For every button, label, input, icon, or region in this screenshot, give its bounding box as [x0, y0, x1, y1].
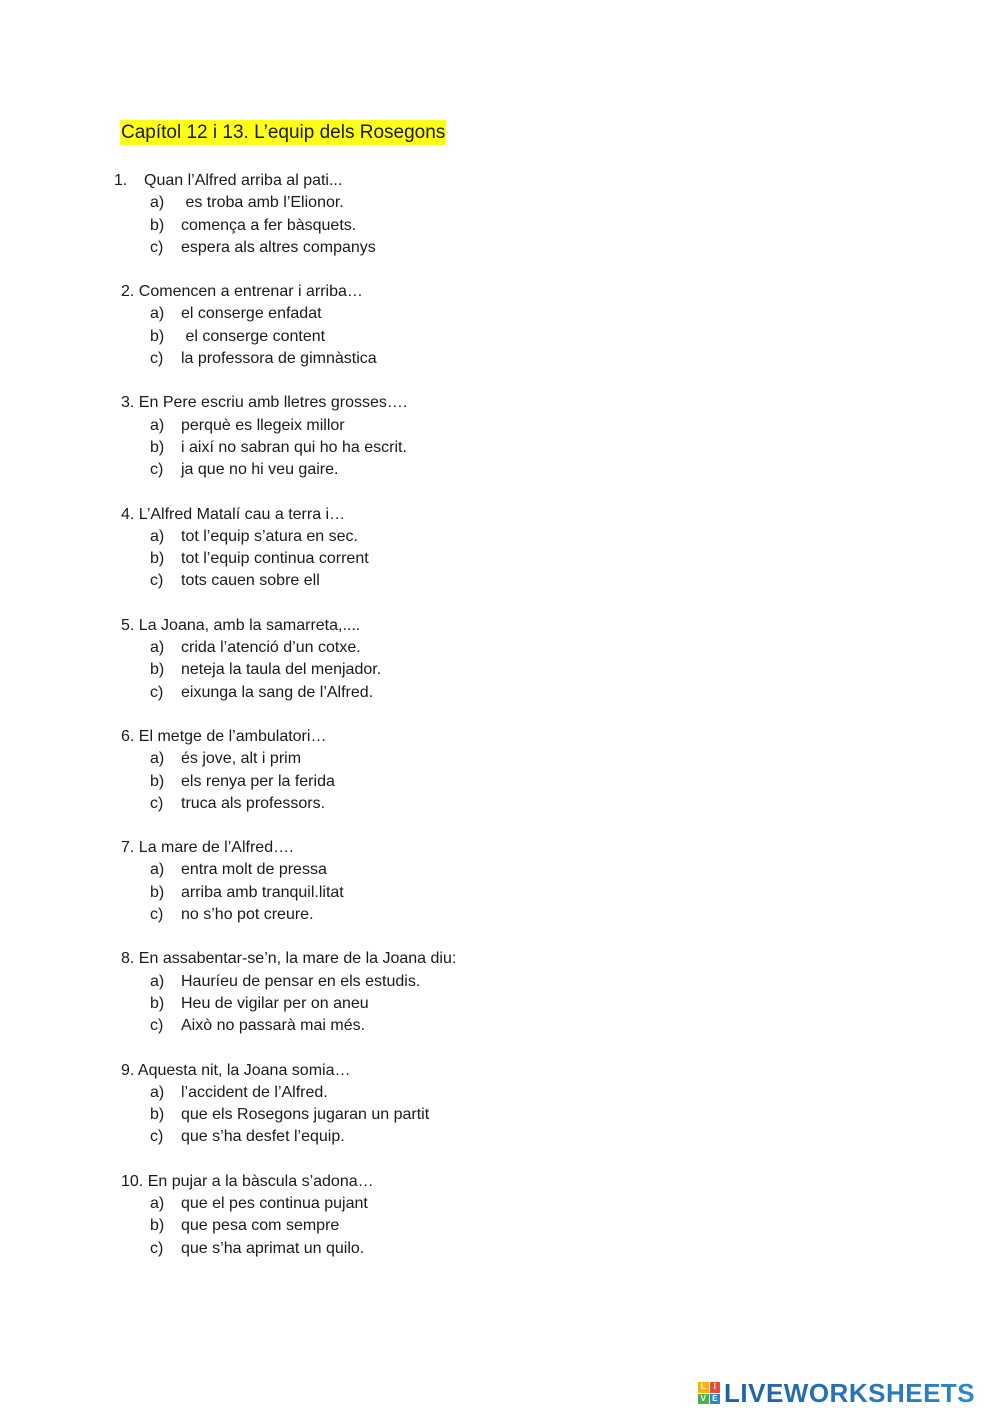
- question-text: [114, 170, 342, 192]
- logo-icon-letter: E: [710, 1394, 721, 1405]
- option-letter: c): [150, 683, 164, 701]
- answer-option[interactable]: [150, 326, 325, 348]
- option-text: perquè es llegeix millor: [181, 416, 345, 434]
- option-letter: a): [150, 1195, 165, 1213]
- answer-option[interactable]: [150, 237, 376, 259]
- answer-option[interactable]: [150, 882, 344, 904]
- answer-option[interactable]: [150, 748, 301, 770]
- option-letter: b): [150, 661, 165, 679]
- answer-option[interactable]: [150, 1082, 328, 1104]
- answer-option[interactable]: [150, 859, 327, 881]
- question-text: [121, 1060, 350, 1082]
- question-number: 4.: [121, 505, 135, 523]
- option-text: es troba amb l’Elionor.: [181, 194, 344, 212]
- answer-option[interactable]: [150, 215, 356, 237]
- option-letter: b): [150, 327, 165, 345]
- option-text: que s’ha aprimat un quilo.: [181, 1239, 365, 1257]
- option-text: comença a fer bàsquets.: [181, 216, 357, 234]
- answer-option[interactable]: [150, 904, 314, 926]
- option-letter: c): [150, 794, 164, 812]
- logo-text: LIVEWORKSHEETS: [724, 1377, 976, 1408]
- question-text: [121, 392, 407, 414]
- option-letter: b): [150, 550, 165, 568]
- question-number: 6.: [121, 728, 135, 745]
- option-text: el conserge enfadat: [181, 305, 322, 323]
- answer-option[interactable]: [150, 659, 381, 681]
- question-label: En assabentar-se’n, la mare de la Joana diu:: [138, 950, 457, 968]
- answer-option[interactable]: [150, 303, 322, 325]
- logo-icon-letter: L: [698, 1382, 709, 1393]
- question-text: [121, 948, 456, 970]
- question-label: Quan l’Alfred arriba al pati...: [144, 172, 343, 189]
- option-text: tot l’equip s’atura en sec.: [181, 527, 358, 545]
- question-number: 10.: [121, 1172, 144, 1190]
- option-letter: a): [150, 194, 165, 212]
- question-label: Aquesta nit, la Joana somia…: [137, 1061, 351, 1079]
- answer-option[interactable]: [150, 1015, 365, 1037]
- option-text: neteja la taula del menjador.: [181, 661, 382, 679]
- option-text: espera als altres companys: [181, 238, 376, 256]
- answer-option[interactable]: [150, 993, 369, 1015]
- question-text: [121, 281, 363, 303]
- option-text: que s’ha desfet l’equip.: [181, 1128, 345, 1146]
- option-letter: b): [150, 883, 165, 901]
- question-number: 7.: [121, 839, 135, 857]
- answer-option[interactable]: [150, 570, 320, 592]
- option-letter: a): [150, 750, 165, 768]
- option-text: l’accident de l’Alfred.: [181, 1083, 328, 1101]
- page-title: Capítol 12 i 13. L’equip dels Rosegons: [121, 122, 446, 143]
- option-text: Hauríeu de pensar en els estudis.: [181, 972, 421, 990]
- option-text: truca als professors.: [181, 794, 326, 812]
- option-letter: b): [150, 438, 165, 456]
- option-text: crida l’atenció d’un cotxe.: [181, 639, 361, 657]
- logo-icon-letter: V: [698, 1394, 709, 1405]
- question-number: 8.: [121, 950, 135, 968]
- option-letter: a): [150, 861, 165, 879]
- answer-option[interactable]: [150, 1193, 368, 1215]
- option-text: que el pes continua pujant: [181, 1195, 368, 1213]
- answer-option[interactable]: [150, 348, 377, 370]
- answer-option[interactable]: [150, 526, 358, 548]
- logo-icon-letter: I: [710, 1382, 721, 1393]
- option-text: que pesa com sempre: [181, 1217, 340, 1235]
- option-text: tots cauen sobre ell: [181, 572, 320, 590]
- option-text: que els Rosegons jugaran un partit: [181, 1106, 430, 1124]
- option-text: no s’ho pot creure.: [181, 906, 314, 924]
- option-letter: a): [150, 305, 165, 323]
- question-text: [121, 837, 294, 859]
- question-text: [121, 1171, 374, 1193]
- question-number: 2.: [121, 283, 135, 301]
- answer-option[interactable]: [150, 548, 369, 570]
- option-letter: a): [150, 1083, 165, 1101]
- option-letter: c): [150, 572, 164, 590]
- answer-option[interactable]: [150, 771, 335, 793]
- option-letter: c): [150, 461, 164, 479]
- logo-icon: [698, 1382, 720, 1404]
- option-letter: c): [150, 1239, 164, 1257]
- option-letter: b): [150, 216, 165, 234]
- question-text: [121, 726, 326, 748]
- question-label: En pujar a la bàscula s’adona…: [147, 1172, 374, 1190]
- answer-option[interactable]: [150, 459, 338, 481]
- answer-option[interactable]: [150, 1104, 429, 1126]
- question-label: La mare de l’Alfred….: [138, 839, 294, 857]
- option-letter: a): [150, 416, 165, 434]
- answer-option[interactable]: [150, 1215, 339, 1237]
- answer-option[interactable]: [150, 192, 344, 214]
- option-text: entra molt de pressa: [181, 861, 327, 879]
- question-number: 5.: [121, 616, 135, 634]
- answer-option[interactable]: [150, 1238, 364, 1260]
- liveworksheets-logo: [698, 1378, 975, 1408]
- option-letter: c): [150, 238, 164, 256]
- option-letter: b): [150, 1106, 165, 1124]
- option-text: i així no sabran qui ho ha escrit.: [181, 438, 407, 456]
- question-label: En Pere escriu amb lletres grosses….: [138, 394, 408, 412]
- option-text: la professora de gimnàstica: [181, 350, 377, 368]
- answer-option[interactable]: [150, 682, 373, 704]
- option-text: ja que no hi veu gaire.: [181, 461, 339, 479]
- option-letter: b): [150, 772, 165, 790]
- question-text: [121, 504, 345, 526]
- option-text: eixunga la sang de l’Alfred.: [181, 683, 374, 701]
- option-text: arriba amb tranquil.litat: [181, 883, 344, 901]
- option-letter: c): [150, 1017, 164, 1035]
- option-letter: c): [150, 906, 164, 924]
- question-label: Comencen a entrenar i arriba…: [138, 283, 363, 301]
- option-letter: b): [150, 1217, 165, 1235]
- option-text: tot l’equip continua corrent: [181, 550, 369, 568]
- question-number: 3.: [121, 394, 135, 412]
- option-letter: b): [150, 994, 165, 1012]
- question-label: El metge de l’ambulatori…: [138, 728, 327, 745]
- answer-option[interactable]: [150, 1126, 345, 1148]
- option-letter: c): [150, 350, 164, 368]
- option-text: és jove, alt i prim: [181, 750, 302, 768]
- question-label: L’Alfred Matalí cau a terra i…: [138, 505, 346, 523]
- answer-option[interactable]: [150, 793, 325, 815]
- question-text: [121, 615, 360, 637]
- option-text: els renya per la ferida: [181, 772, 335, 790]
- answer-option[interactable]: [150, 415, 345, 437]
- option-letter: a): [150, 527, 165, 545]
- option-text: Això no passarà mai més.: [181, 1017, 366, 1035]
- option-letter: a): [150, 639, 165, 657]
- option-letter: c): [150, 1128, 164, 1146]
- question-number: 9.: [121, 1061, 135, 1079]
- question-number: 1.: [114, 172, 128, 189]
- option-text: Heu de vigilar per on aneu: [181, 994, 369, 1012]
- answer-option[interactable]: [150, 971, 420, 993]
- answer-option[interactable]: [150, 637, 361, 659]
- question-label: La Joana, amb la samarreta,....: [138, 616, 361, 634]
- option-letter: a): [150, 972, 165, 990]
- answer-option[interactable]: [150, 437, 407, 459]
- option-text: el conserge content: [181, 327, 326, 345]
